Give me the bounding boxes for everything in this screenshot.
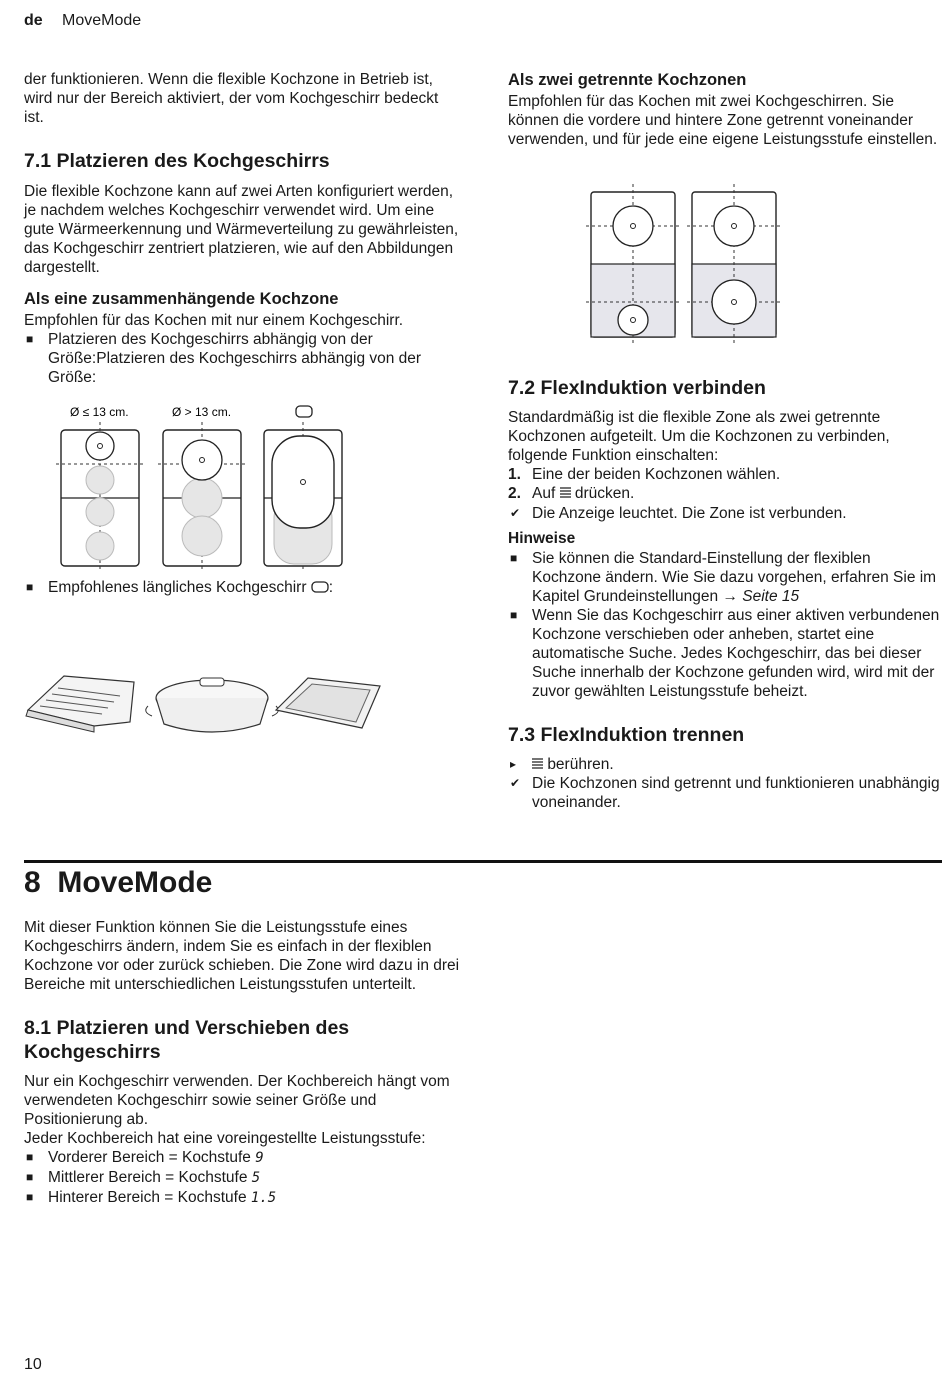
list-item: ✔ Die Anzeige leuchtet. Die Zone ist verbunden.: [510, 505, 847, 522]
oval-pan-icon: [296, 406, 312, 417]
list-item: ■ Empfohlenes längliches Kochgeschirr :: [26, 579, 334, 596]
running-header-title: MoveMode: [62, 12, 142, 29]
cooktop-zone-small: [56, 422, 144, 570]
cooktop-zone-oval: [264, 422, 342, 570]
page-number: 10: [24, 1356, 42, 1373]
square-bullet-icon: ■: [26, 580, 34, 594]
baking-tray-icon: [276, 678, 380, 728]
cookware-illustrations: [24, 664, 384, 744]
list-item: ■ Platzieren des Kochgeschirrs abhängig von der Größe:Platzieren des Kochgeschirrs abhängig von der Größe:: [26, 331, 422, 386]
checkmark-icon: ✔: [510, 776, 521, 790]
cooktop-two-zones-front: [586, 184, 680, 344]
list-item: ■ Sie können die Standard-Einstellung der flexiblen Kochzone ändern. Wie Sie dazu vorgehen, erfahren Sie im Kapitel Grundeinstellungen → Seite 15: [510, 550, 937, 605]
list-item: ■ Vorderer Bereich = Kochstufe 9: [26, 1149, 264, 1166]
square-bullet-icon: ■: [26, 1170, 34, 1184]
power-level-display: 9: [255, 1150, 264, 1166]
chapter-8-title: 8 MoveMode: [24, 866, 213, 899]
left-column: [24, 70, 462, 387]
roaster-with-lid-icon: [146, 678, 279, 732]
flex-zone-icon: [532, 758, 543, 770]
right-column: [508, 70, 942, 149]
oval-pan-icon: [311, 581, 329, 593]
square-bullet-icon: ■: [26, 1150, 34, 1164]
two-zones-figure: [586, 184, 786, 344]
checkmark-icon: ✔: [510, 506, 521, 520]
section-7-3-title: 7.3 FlexInduktion trennen: [508, 724, 745, 746]
square-bullet-icon: ■: [510, 608, 518, 622]
section-7-1-body: Die flexible Kochzone kann auf zwei Arten konfiguriert werden, je nachdem welches Kochgeschirr verwendet wird. Um eine gute Wärmeerkennung und Wärmeverteilung zu gewährleisten, das Kochgeschirr zentriert platzieren, wie auf den Abbildungen dargestellt.: [24, 183, 459, 276]
list-item: ■ Hinterer Bereich = Kochstufe 1.5: [26, 1189, 277, 1206]
chapter-divider: [24, 860, 942, 863]
section-7-2-title: 7.2 FlexInduktion verbinden: [508, 377, 766, 399]
square-bullet-icon: ■: [510, 551, 518, 565]
list-item: ✔ Die Kochzonen sind getrennt und funktionieren unabhängig voneinander.: [510, 775, 940, 811]
subsection-two-zones-body: Empfohlen für das Kochen mit zwei Kochgeschirren. Sie können die vordere und hintere Zone getrennt voneinander verwenden, und für jede eine eigene Leistungsstufe einstellen.: [508, 93, 938, 148]
section-8-1-title: 8.1 Platzieren und Verschieben des Kochgeschirrs: [24, 1017, 350, 1063]
notes-title: Hinweise: [508, 530, 576, 547]
list-item: ■ Mittlerer Bereich = Kochstufe 5: [26, 1169, 261, 1186]
list-item: ■ Wenn Sie das Kochgeschirr aus einer aktiven verbundenen Kochzone verschieben oder anheben, startet eine automatische Suche. Jedes Kochgeschirr, das bei dieser Suche innerhalb der Kochzone gefunden wird, wird mit der zuvor gewählten Leistungsstufe beheizt.: [510, 607, 940, 700]
subsection-single-zone-title: Als eine zusammenhängende Kochzone: [24, 290, 339, 308]
square-bullet-icon: ■: [26, 1190, 34, 1204]
section-7-1-title: 7.1 Platzieren des Kochgeschirrs: [24, 150, 330, 172]
intro-paragraph: der funktionieren. Wenn die flexible Kochzone in Betrieb ist, wird nur der Bereich aktiviert, der vom Kochgeschirr bedeckt ist.: [24, 71, 439, 126]
list-item: 1. Eine der beiden Kochzonen wählen.: [508, 466, 781, 483]
language-code: de: [24, 12, 43, 29]
chapter-8-body: Mit dieser Funktion können Sie die Leistungsstufe eines Kochgeschirrs ändern, indem Sie es einfach in der flexiblen Kochzone vor oder zurück schieben. Die Zone wird dazu in drei Bereiche mit unterschiedlichen Leistungsstufen unterteilt.: [24, 919, 460, 993]
grill-plate-icon: [26, 676, 134, 732]
power-level-display: 5: [251, 1170, 261, 1186]
subsection-two-zones-title: Als zwei getrennte Kochzonen: [508, 71, 747, 89]
list-item: 2. Auf drücken.: [508, 485, 635, 502]
square-bullet-icon: ■: [26, 332, 34, 346]
triangle-bullet-icon: ▸: [510, 757, 517, 771]
section-8-1-para2: Jeder Kochbereich hat eine voreingestellte Leistungsstufe:: [24, 1130, 426, 1147]
section-8-1-para1: Nur ein Kochgeschirr verwenden. Der Kochbereich hängt vom verwendeten Kochgeschirr sowie seiner Größe und Positionierung ab.: [24, 1073, 450, 1128]
cooktop-two-zones-back: [687, 184, 781, 344]
size-label-small: Ø ≤ 13 cm.: [70, 405, 129, 419]
list-item: ▸ berühren.: [510, 756, 614, 773]
arrow-icon: →: [722, 588, 738, 605]
size-label-large: Ø > 13 cm.: [172, 405, 232, 419]
cooktop-zone-large: [158, 422, 246, 570]
page-link[interactable]: Seite 15: [742, 588, 800, 605]
power-level-display: 1.5: [250, 1190, 277, 1206]
subsection-single-zone-body: Empfohlen für das Kochen mit nur einem Kochgeschirr.: [24, 312, 404, 329]
single-zone-figure: [56, 398, 356, 570]
flex-zone-icon: [560, 487, 571, 499]
section-7-2-body: Standardmäßig ist die flexible Zone als zwei getrennte Kochzonen aufgeteilt. Um die Kochzonen zu verbinden, folgende Funktion einschalten:: [508, 409, 890, 464]
